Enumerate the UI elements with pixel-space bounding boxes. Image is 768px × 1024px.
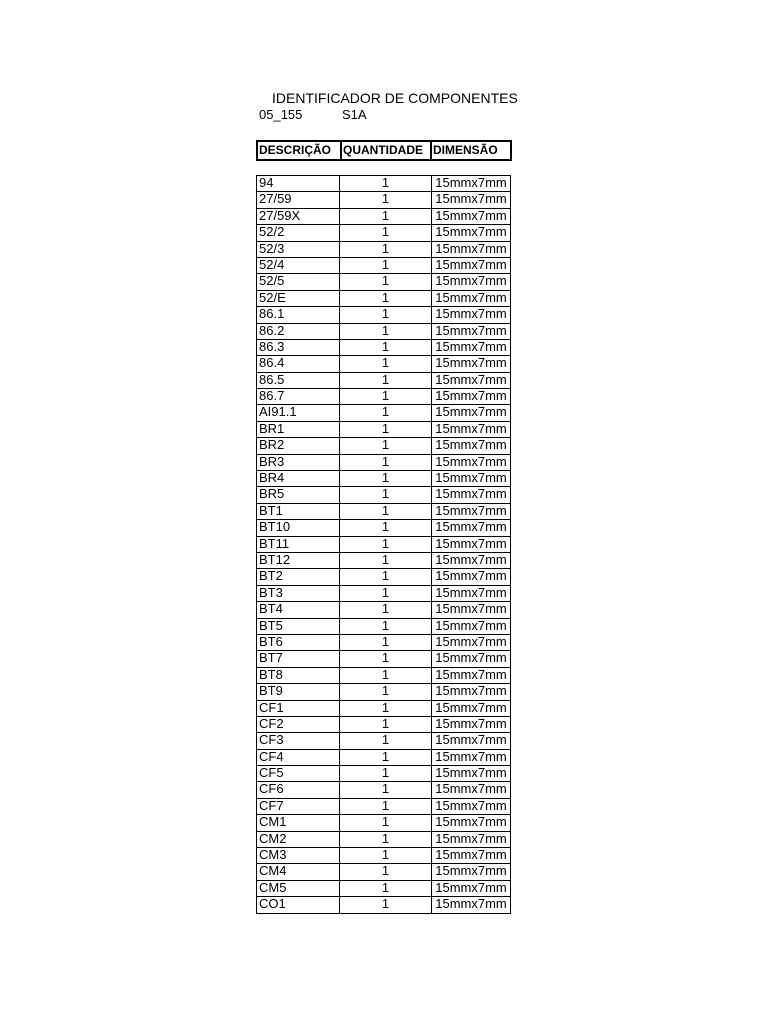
cell-descricao: 86.2 bbox=[257, 323, 340, 339]
table-row bbox=[257, 503, 511, 519]
cell-quantidade: 1 bbox=[340, 864, 432, 880]
table-row bbox=[257, 241, 511, 257]
cell-quantidade: 1 bbox=[340, 471, 432, 487]
cell-quantidade: 1 bbox=[340, 389, 432, 405]
table-row bbox=[257, 667, 511, 683]
cell-quantidade: 1 bbox=[340, 618, 432, 634]
cell-quantidade: 1 bbox=[340, 667, 432, 683]
cell-descricao: CF6 bbox=[257, 782, 340, 798]
table-row bbox=[257, 257, 511, 273]
cell-dimensao: 15mmx7mm bbox=[432, 700, 511, 716]
document-revision: S1A bbox=[342, 107, 367, 122]
cell-dimensao: 15mmx7mm bbox=[432, 848, 511, 864]
cell-quantidade: 1 bbox=[340, 290, 432, 306]
table-row bbox=[257, 815, 511, 831]
table-row bbox=[257, 471, 511, 487]
table-row bbox=[257, 831, 511, 847]
cell-dimensao: 15mmx7mm bbox=[432, 602, 511, 618]
cell-quantidade: 1 bbox=[340, 323, 432, 339]
cell-dimensao: 15mmx7mm bbox=[432, 176, 511, 192]
table-row bbox=[257, 651, 511, 667]
cell-quantidade: 1 bbox=[340, 257, 432, 273]
table-row bbox=[257, 897, 511, 913]
table-row bbox=[257, 339, 511, 355]
table-row bbox=[257, 389, 511, 405]
cell-descricao: 86.4 bbox=[257, 356, 340, 372]
cell-dimensao: 15mmx7mm bbox=[432, 684, 511, 700]
cell-descricao: BT8 bbox=[257, 667, 340, 683]
cell-descricao: 94 bbox=[257, 176, 340, 192]
cell-dimensao: 15mmx7mm bbox=[432, 536, 511, 552]
cell-descricao: 27/59X bbox=[257, 208, 340, 224]
table-row bbox=[257, 602, 511, 618]
cell-dimensao: 15mmx7mm bbox=[432, 323, 511, 339]
table-row bbox=[257, 192, 511, 208]
header-dimensao: DIMENSÃO bbox=[433, 143, 498, 157]
cell-descricao: BT2 bbox=[257, 569, 340, 585]
cell-dimensao: 15mmx7mm bbox=[432, 864, 511, 880]
cell-descricao: BT1 bbox=[257, 503, 340, 519]
cell-dimensao: 15mmx7mm bbox=[432, 733, 511, 749]
table-row bbox=[257, 782, 511, 798]
cell-dimensao: 15mmx7mm bbox=[432, 634, 511, 650]
cell-dimensao: 15mmx7mm bbox=[432, 716, 511, 732]
column-header-table bbox=[256, 140, 512, 161]
cell-quantidade: 1 bbox=[340, 208, 432, 224]
cell-quantidade: 1 bbox=[340, 307, 432, 323]
cell-descricao: CF5 bbox=[257, 766, 340, 782]
table-row bbox=[257, 225, 511, 241]
cell-descricao: CF4 bbox=[257, 749, 340, 765]
cell-quantidade: 1 bbox=[340, 421, 432, 437]
cell-dimensao: 15mmx7mm bbox=[432, 798, 511, 814]
table-row bbox=[257, 634, 511, 650]
cell-dimensao: 15mmx7mm bbox=[432, 552, 511, 568]
cell-descricao: 52/4 bbox=[257, 257, 340, 273]
cell-dimensao: 15mmx7mm bbox=[432, 208, 511, 224]
cell-quantidade: 1 bbox=[340, 815, 432, 831]
cell-dimensao: 15mmx7mm bbox=[432, 454, 511, 470]
cell-quantidade: 1 bbox=[340, 848, 432, 864]
cell-descricao: BR1 bbox=[257, 421, 340, 437]
cell-quantidade: 1 bbox=[340, 176, 432, 192]
cell-dimensao: 15mmx7mm bbox=[432, 389, 511, 405]
header-descricao: DESCRIÇÃO bbox=[257, 141, 341, 160]
table-row bbox=[257, 700, 511, 716]
cell-descricao: BT10 bbox=[257, 520, 340, 536]
cell-quantidade: 1 bbox=[340, 798, 432, 814]
header-row bbox=[257, 141, 511, 160]
table-row bbox=[257, 176, 511, 192]
cell-dimensao: 15mmx7mm bbox=[432, 356, 511, 372]
cell-quantidade: 1 bbox=[340, 503, 432, 519]
cell-quantidade: 1 bbox=[340, 241, 432, 257]
cell-descricao: BR2 bbox=[257, 438, 340, 454]
table-row bbox=[257, 274, 511, 290]
cell-dimensao: 15mmx7mm bbox=[432, 667, 511, 683]
cell-descricao: BT7 bbox=[257, 651, 340, 667]
cell-quantidade: 1 bbox=[340, 454, 432, 470]
table-row bbox=[257, 552, 511, 568]
cell-descricao: 52/3 bbox=[257, 241, 340, 257]
cell-quantidade: 1 bbox=[340, 782, 432, 798]
cell-descricao: CM5 bbox=[257, 880, 340, 896]
cell-descricao: CF3 bbox=[257, 733, 340, 749]
cell-descricao: CO1 bbox=[257, 897, 340, 913]
cell-descricao: BT4 bbox=[257, 602, 340, 618]
table-row bbox=[257, 323, 511, 339]
table-row bbox=[257, 405, 511, 421]
cell-descricao: 86.5 bbox=[257, 372, 340, 388]
cell-quantidade: 1 bbox=[340, 716, 432, 732]
table-row bbox=[257, 798, 511, 814]
cell-dimensao: 15mmx7mm bbox=[432, 831, 511, 847]
cell-quantidade: 1 bbox=[340, 438, 432, 454]
table-row bbox=[257, 438, 511, 454]
cell-dimensao: 15mmx7mm bbox=[432, 520, 511, 536]
cell-descricao: BR3 bbox=[257, 454, 340, 470]
cell-dimensao: 15mmx7mm bbox=[432, 503, 511, 519]
table-row bbox=[257, 421, 511, 437]
cell-descricao: BR4 bbox=[257, 471, 340, 487]
cell-descricao: BT6 bbox=[257, 634, 340, 650]
cell-dimensao: 15mmx7mm bbox=[432, 569, 511, 585]
document-title: IDENTIFICADOR DE COMPONENTES bbox=[272, 90, 518, 106]
cell-dimensao: 15mmx7mm bbox=[432, 585, 511, 601]
table-row bbox=[257, 684, 511, 700]
cell-descricao: CM2 bbox=[257, 831, 340, 847]
cell-dimensao: 15mmx7mm bbox=[432, 618, 511, 634]
cell-quantidade: 1 bbox=[340, 651, 432, 667]
cell-dimensao: 15mmx7mm bbox=[432, 192, 511, 208]
table-row bbox=[257, 585, 511, 601]
cell-dimensao: 15mmx7mm bbox=[432, 307, 511, 323]
cell-quantidade: 1 bbox=[340, 372, 432, 388]
cell-quantidade: 1 bbox=[340, 569, 432, 585]
header-quantidade: QUANTIDADE bbox=[341, 141, 431, 160]
cell-descricao: AI91.1 bbox=[257, 405, 340, 421]
table-row bbox=[257, 372, 511, 388]
cell-quantidade: 1 bbox=[340, 766, 432, 782]
cell-descricao: 86.3 bbox=[257, 339, 340, 355]
cell-quantidade: 1 bbox=[340, 225, 432, 241]
cell-dimensao: 15mmx7mm bbox=[432, 438, 511, 454]
cell-descricao: 52/2 bbox=[257, 225, 340, 241]
cell-dimensao: 15mmx7mm bbox=[432, 897, 511, 913]
cell-descricao: CF1 bbox=[257, 700, 340, 716]
table-row bbox=[257, 766, 511, 782]
cell-dimensao: 15mmx7mm bbox=[432, 471, 511, 487]
cell-dimensao: 15mmx7mm bbox=[432, 372, 511, 388]
components-table-body bbox=[257, 176, 511, 914]
cell-dimensao: 15mmx7mm bbox=[432, 339, 511, 355]
table-row bbox=[257, 618, 511, 634]
table-row bbox=[257, 208, 511, 224]
components-table bbox=[256, 175, 511, 914]
table-row bbox=[257, 536, 511, 552]
cell-dimensao: 15mmx7mm bbox=[432, 290, 511, 306]
cell-quantidade: 1 bbox=[340, 700, 432, 716]
cell-dimensao: 15mmx7mm bbox=[432, 241, 511, 257]
cell-quantidade: 1 bbox=[340, 356, 432, 372]
cell-descricao: BT11 bbox=[257, 536, 340, 552]
table-row bbox=[257, 307, 511, 323]
cell-descricao: BT9 bbox=[257, 684, 340, 700]
table-row bbox=[257, 487, 511, 503]
cell-descricao: 86.7 bbox=[257, 389, 340, 405]
cell-dimensao: 15mmx7mm bbox=[432, 487, 511, 503]
table-row bbox=[257, 749, 511, 765]
cell-dimensao: 15mmx7mm bbox=[432, 651, 511, 667]
cell-descricao: CM1 bbox=[257, 815, 340, 831]
cell-dimensao: 15mmx7mm bbox=[432, 782, 511, 798]
table-row bbox=[257, 520, 511, 536]
cell-quantidade: 1 bbox=[340, 339, 432, 355]
table-row bbox=[257, 864, 511, 880]
cell-quantidade: 1 bbox=[340, 634, 432, 650]
cell-descricao: 27/59 bbox=[257, 192, 340, 208]
table-row bbox=[257, 848, 511, 864]
cell-descricao: BT12 bbox=[257, 552, 340, 568]
table-row bbox=[257, 356, 511, 372]
cell-descricao: CM3 bbox=[257, 848, 340, 864]
cell-quantidade: 1 bbox=[340, 602, 432, 618]
cell-dimensao: 15mmx7mm bbox=[432, 405, 511, 421]
cell-quantidade: 1 bbox=[340, 749, 432, 765]
cell-descricao: BR5 bbox=[257, 487, 340, 503]
document-code: 05_155 bbox=[259, 107, 303, 122]
table-row bbox=[257, 716, 511, 732]
table-row bbox=[257, 880, 511, 896]
cell-dimensao: 15mmx7mm bbox=[432, 749, 511, 765]
table-row bbox=[257, 454, 511, 470]
cell-quantidade: 1 bbox=[340, 880, 432, 896]
cell-quantidade: 1 bbox=[340, 536, 432, 552]
cell-dimensao: 15mmx7mm bbox=[432, 815, 511, 831]
cell-descricao: BT3 bbox=[257, 585, 340, 601]
cell-quantidade: 1 bbox=[340, 552, 432, 568]
cell-quantidade: 1 bbox=[340, 831, 432, 847]
cell-quantidade: 1 bbox=[340, 897, 432, 913]
table-row bbox=[257, 733, 511, 749]
cell-dimensao: 15mmx7mm bbox=[432, 225, 511, 241]
cell-quantidade: 1 bbox=[340, 520, 432, 536]
cell-quantidade: 1 bbox=[340, 405, 432, 421]
cell-dimensao: 15mmx7mm bbox=[432, 274, 511, 290]
cell-quantidade: 1 bbox=[340, 274, 432, 290]
cell-descricao: CF2 bbox=[257, 716, 340, 732]
table-row bbox=[257, 290, 511, 306]
cell-dimensao: 15mmx7mm bbox=[432, 421, 511, 437]
cell-descricao: 52/E bbox=[257, 290, 340, 306]
table-row bbox=[257, 569, 511, 585]
cell-dimensao: 15mmx7mm bbox=[432, 257, 511, 273]
cell-quantidade: 1 bbox=[340, 585, 432, 601]
cell-quantidade: 1 bbox=[340, 192, 432, 208]
cell-descricao: BT5 bbox=[257, 618, 340, 634]
cell-dimensao: 15mmx7mm bbox=[432, 880, 511, 896]
cell-descricao: CF7 bbox=[257, 798, 340, 814]
cell-dimensao: 15mmx7mm bbox=[432, 766, 511, 782]
cell-quantidade: 1 bbox=[340, 487, 432, 503]
cell-quantidade: 1 bbox=[340, 733, 432, 749]
cell-quantidade: 1 bbox=[340, 684, 432, 700]
cell-descricao: 86.1 bbox=[257, 307, 340, 323]
cell-descricao: 52/5 bbox=[257, 274, 340, 290]
cell-descricao: CM4 bbox=[257, 864, 340, 880]
